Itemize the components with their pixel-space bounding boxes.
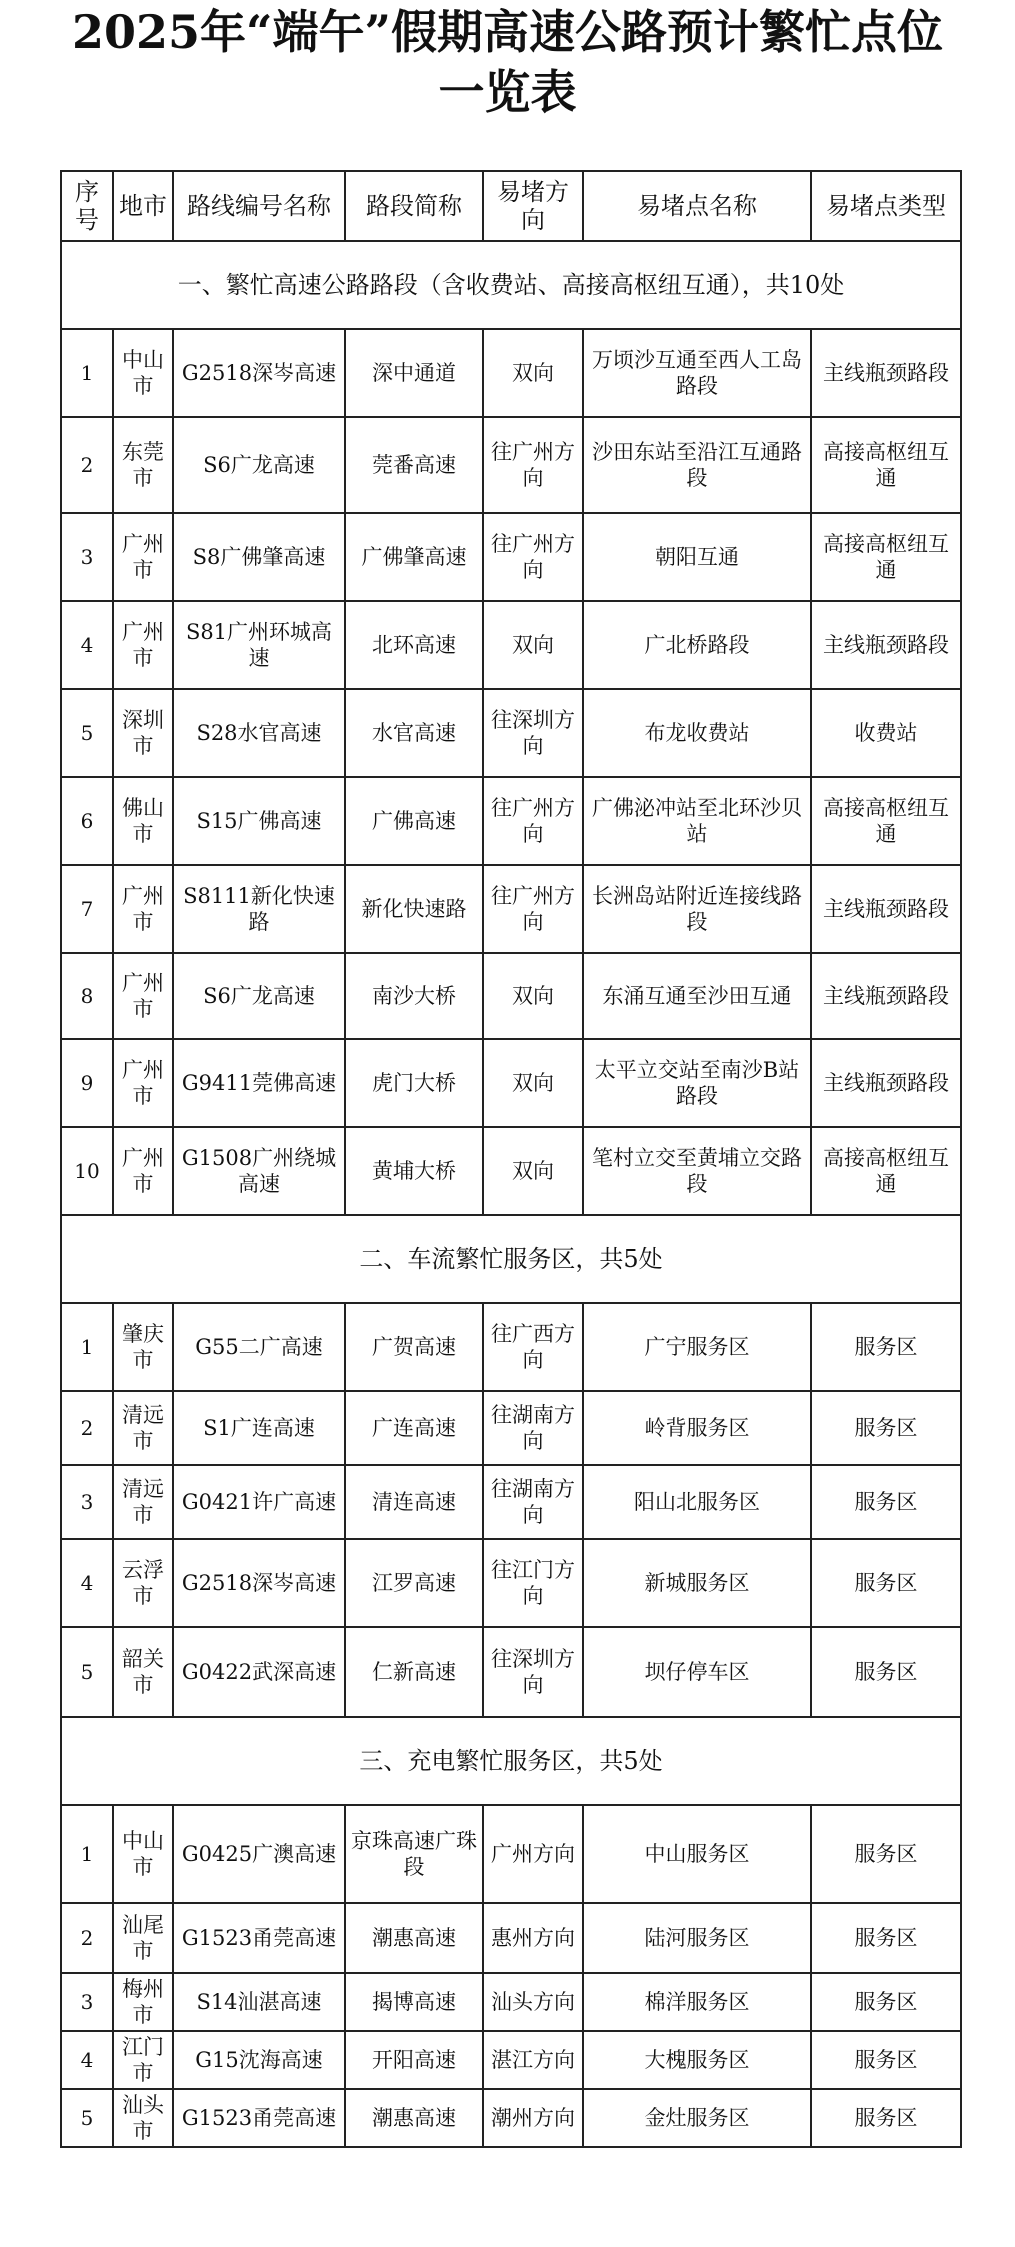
row-direction: 双向	[483, 1039, 583, 1127]
row-seq: 3	[61, 1973, 113, 2031]
row-point-type: 服务区	[811, 2031, 961, 2089]
row-route: S81广州环城高速	[173, 601, 345, 689]
row-point-type: 收费站	[811, 689, 961, 777]
row-section: 新化快速路	[345, 865, 483, 953]
header-route: 路线编号名称	[173, 171, 345, 241]
section-title: 一、繁忙高速公路路段（含收费站、高接高枢纽互通），共10处	[61, 241, 961, 329]
row-direction: 惠州方向	[483, 1903, 583, 1973]
row-point-type: 主线瓶颈路段	[811, 1039, 961, 1127]
row-point-name: 新城服务区	[583, 1539, 811, 1627]
row-route: G2518深岑高速	[173, 1539, 345, 1627]
row-point-name: 广佛泌冲站至北环沙贝站	[583, 777, 811, 865]
row-route: G1523甬莞高速	[173, 2089, 345, 2147]
row-route: S15广佛高速	[173, 777, 345, 865]
row-direction: 双向	[483, 329, 583, 417]
row-section: 虎门大桥	[345, 1039, 483, 1127]
row-seq: 4	[61, 1539, 113, 1627]
row-city: 云浮市	[113, 1539, 173, 1627]
row-seq: 5	[61, 2089, 113, 2147]
row-direction: 往广州方向	[483, 417, 583, 513]
row-seq: 1	[61, 1805, 113, 1903]
row-seq: 10	[61, 1127, 113, 1215]
row-city: 东莞市	[113, 417, 173, 513]
row-point-type: 主线瓶颈路段	[811, 953, 961, 1039]
row-city: 梅州市	[113, 1973, 173, 2031]
section-header-row	[61, 241, 961, 329]
row-section: 江罗高速	[345, 1539, 483, 1627]
row-direction: 双向	[483, 1127, 583, 1215]
row-direction: 往湖南方向	[483, 1465, 583, 1539]
row-route: S8广佛肇高速	[173, 513, 345, 601]
header-point-name: 易堵点名称	[583, 171, 811, 241]
row-section: 南沙大桥	[345, 953, 483, 1039]
row-point-type: 高接高枢纽互通	[811, 513, 961, 601]
row-city: 清远市	[113, 1465, 173, 1539]
row-point-name: 棉洋服务区	[583, 1973, 811, 2031]
row-point-type: 高接高枢纽互通	[811, 777, 961, 865]
row-point-name: 朝阳互通	[583, 513, 811, 601]
row-point-name: 中山服务区	[583, 1805, 811, 1903]
row-direction: 汕头方向	[483, 1973, 583, 2031]
row-section: 揭博高速	[345, 1973, 483, 2031]
row-seq: 7	[61, 865, 113, 953]
row-point-name: 布龙收费站	[583, 689, 811, 777]
row-seq: 2	[61, 1903, 113, 1973]
table-row	[61, 1391, 961, 1465]
busy-points-table	[60, 170, 962, 2148]
row-point-name: 东涌互通至沙田互通	[583, 953, 811, 1039]
row-point-name: 广北桥路段	[583, 601, 811, 689]
row-seq: 4	[61, 2031, 113, 2089]
row-seq: 2	[61, 417, 113, 513]
table-row	[61, 689, 961, 777]
row-route: G55二广高速	[173, 1303, 345, 1391]
row-route: S8111新化快速路	[173, 865, 345, 953]
row-section: 广连高速	[345, 1391, 483, 1465]
row-section: 广贺高速	[345, 1303, 483, 1391]
section-title: 二、车流繁忙服务区，共5处	[61, 1215, 961, 1303]
row-city: 肇庆市	[113, 1303, 173, 1391]
table-row	[61, 1465, 961, 1539]
row-direction: 广州方向	[483, 1805, 583, 1903]
row-city: 中山市	[113, 329, 173, 417]
row-section: 清连高速	[345, 1465, 483, 1539]
row-point-name: 岭背服务区	[583, 1391, 811, 1465]
table-row	[61, 1903, 961, 1973]
row-route: G1508广州绕城高速	[173, 1127, 345, 1215]
table-row	[61, 417, 961, 513]
table-row	[61, 1039, 961, 1127]
header-point-type: 易堵点类型	[811, 171, 961, 241]
table-row	[61, 2089, 961, 2147]
row-point-name: 坝仔停车区	[583, 1627, 811, 1717]
row-point-name: 笔村立交至黄埔立交路段	[583, 1127, 811, 1215]
row-seq: 4	[61, 601, 113, 689]
page-title-line1: 2025年“端午”假期高速公路预计繁忙点位	[72, 5, 943, 59]
row-route: S14汕湛高速	[173, 1973, 345, 2031]
row-direction: 双向	[483, 601, 583, 689]
row-point-type: 主线瓶颈路段	[811, 329, 961, 417]
row-direction: 往湖南方向	[483, 1391, 583, 1465]
row-point-name: 金灶服务区	[583, 2089, 811, 2147]
row-point-type: 高接高枢纽互通	[811, 417, 961, 513]
header-direction: 易堵方向	[483, 171, 583, 241]
row-point-type: 服务区	[811, 1303, 961, 1391]
row-city: 广州市	[113, 1039, 173, 1127]
row-point-name: 长洲岛站附近连接线路段	[583, 865, 811, 953]
row-city: 广州市	[113, 1127, 173, 1215]
row-direction: 潮州方向	[483, 2089, 583, 2147]
row-city: 汕头市	[113, 2089, 173, 2147]
row-point-type: 高接高枢纽互通	[811, 1127, 961, 1215]
row-section: 深中通道	[345, 329, 483, 417]
table-row	[61, 953, 961, 1039]
row-seq: 5	[61, 689, 113, 777]
row-direction: 往江门方向	[483, 1539, 583, 1627]
row-direction: 往深圳方向	[483, 1627, 583, 1717]
row-seq: 1	[61, 1303, 113, 1391]
row-route: G15沈海高速	[173, 2031, 345, 2089]
row-section: 黄埔大桥	[345, 1127, 483, 1215]
row-city: 广州市	[113, 601, 173, 689]
row-route: G1523甬莞高速	[173, 1903, 345, 1973]
row-direction: 往广西方向	[483, 1303, 583, 1391]
row-route: S1广连高速	[173, 1391, 345, 1465]
row-direction: 往深圳方向	[483, 689, 583, 777]
row-city: 广州市	[113, 513, 173, 601]
row-seq: 3	[61, 1465, 113, 1539]
row-point-type: 服务区	[811, 1903, 961, 1973]
section-header-row	[61, 1215, 961, 1303]
row-route: S6广龙高速	[173, 417, 345, 513]
row-point-name: 广宁服务区	[583, 1303, 811, 1391]
row-point-type: 主线瓶颈路段	[811, 865, 961, 953]
row-section: 广佛高速	[345, 777, 483, 865]
row-direction: 湛江方向	[483, 2031, 583, 2089]
header-seq: 序号	[61, 171, 113, 241]
row-city: 中山市	[113, 1805, 173, 1903]
row-city: 江门市	[113, 2031, 173, 2089]
row-seq: 6	[61, 777, 113, 865]
row-point-type: 服务区	[811, 1391, 961, 1465]
row-city: 广州市	[113, 865, 173, 953]
table-row	[61, 329, 961, 417]
row-city: 广州市	[113, 953, 173, 1039]
table-row	[61, 513, 961, 601]
row-seq: 9	[61, 1039, 113, 1127]
row-section: 潮惠高速	[345, 2089, 483, 2147]
table-row	[61, 1973, 961, 2031]
table-row	[61, 2031, 961, 2089]
row-route: G0422武深高速	[173, 1627, 345, 1717]
section-title: 三、充电繁忙服务区，共5处	[61, 1717, 961, 1805]
row-point-type: 服务区	[811, 2089, 961, 2147]
row-route: G9411莞佛高速	[173, 1039, 345, 1127]
row-direction: 往广州方向	[483, 513, 583, 601]
row-point-name: 陆河服务区	[583, 1903, 811, 1973]
row-section: 广佛肇高速	[345, 513, 483, 601]
row-city: 佛山市	[113, 777, 173, 865]
table-row	[61, 1127, 961, 1215]
row-seq: 3	[61, 513, 113, 601]
row-section: 北环高速	[345, 601, 483, 689]
row-seq: 8	[61, 953, 113, 1039]
section-header-row	[61, 1717, 961, 1805]
row-point-name: 阳山北服务区	[583, 1465, 811, 1539]
row-city: 汕尾市	[113, 1903, 173, 1973]
row-route: S6广龙高速	[173, 953, 345, 1039]
page-title-line2: 一览表	[438, 65, 577, 119]
row-section: 京珠高速广珠段	[345, 1805, 483, 1903]
row-direction: 往广州方向	[483, 777, 583, 865]
header-section: 路段简称	[345, 171, 483, 241]
row-route: G0421许广高速	[173, 1465, 345, 1539]
row-section: 开阳高速	[345, 2031, 483, 2089]
row-seq: 1	[61, 329, 113, 417]
row-section: 水官高速	[345, 689, 483, 777]
table-row	[61, 1303, 961, 1391]
row-direction: 往广州方向	[483, 865, 583, 953]
row-point-type: 服务区	[811, 1973, 961, 2031]
table-row	[61, 1805, 961, 1903]
row-section: 潮惠高速	[345, 1903, 483, 1973]
row-point-type: 服务区	[811, 1539, 961, 1627]
row-seq: 5	[61, 1627, 113, 1717]
row-point-type: 服务区	[811, 1465, 961, 1539]
row-point-type: 服务区	[811, 1805, 961, 1903]
row-point-type: 主线瓶颈路段	[811, 601, 961, 689]
row-route: S28水官高速	[173, 689, 345, 777]
table-row	[61, 777, 961, 865]
header-city: 地市	[113, 171, 173, 241]
row-point-name: 大槐服务区	[583, 2031, 811, 2089]
row-point-name: 太平立交站至南沙B站路段	[583, 1039, 811, 1127]
row-section: 莞番高速	[345, 417, 483, 513]
table-row	[61, 601, 961, 689]
row-point-type: 服务区	[811, 1627, 961, 1717]
table-row	[61, 1627, 961, 1717]
table-row	[61, 865, 961, 953]
row-city: 深圳市	[113, 689, 173, 777]
row-city: 清远市	[113, 1391, 173, 1465]
table-row	[61, 1539, 961, 1627]
row-route: G2518深岑高速	[173, 329, 345, 417]
row-city: 韶关市	[113, 1627, 173, 1717]
row-point-name: 万顷沙互通至西人工岛路段	[583, 329, 811, 417]
row-route: G0425广澳高速	[173, 1805, 345, 1903]
row-seq: 2	[61, 1391, 113, 1465]
row-section: 仁新高速	[345, 1627, 483, 1717]
row-direction: 双向	[483, 953, 583, 1039]
row-point-name: 沙田东站至沿江互通路段	[583, 417, 811, 513]
